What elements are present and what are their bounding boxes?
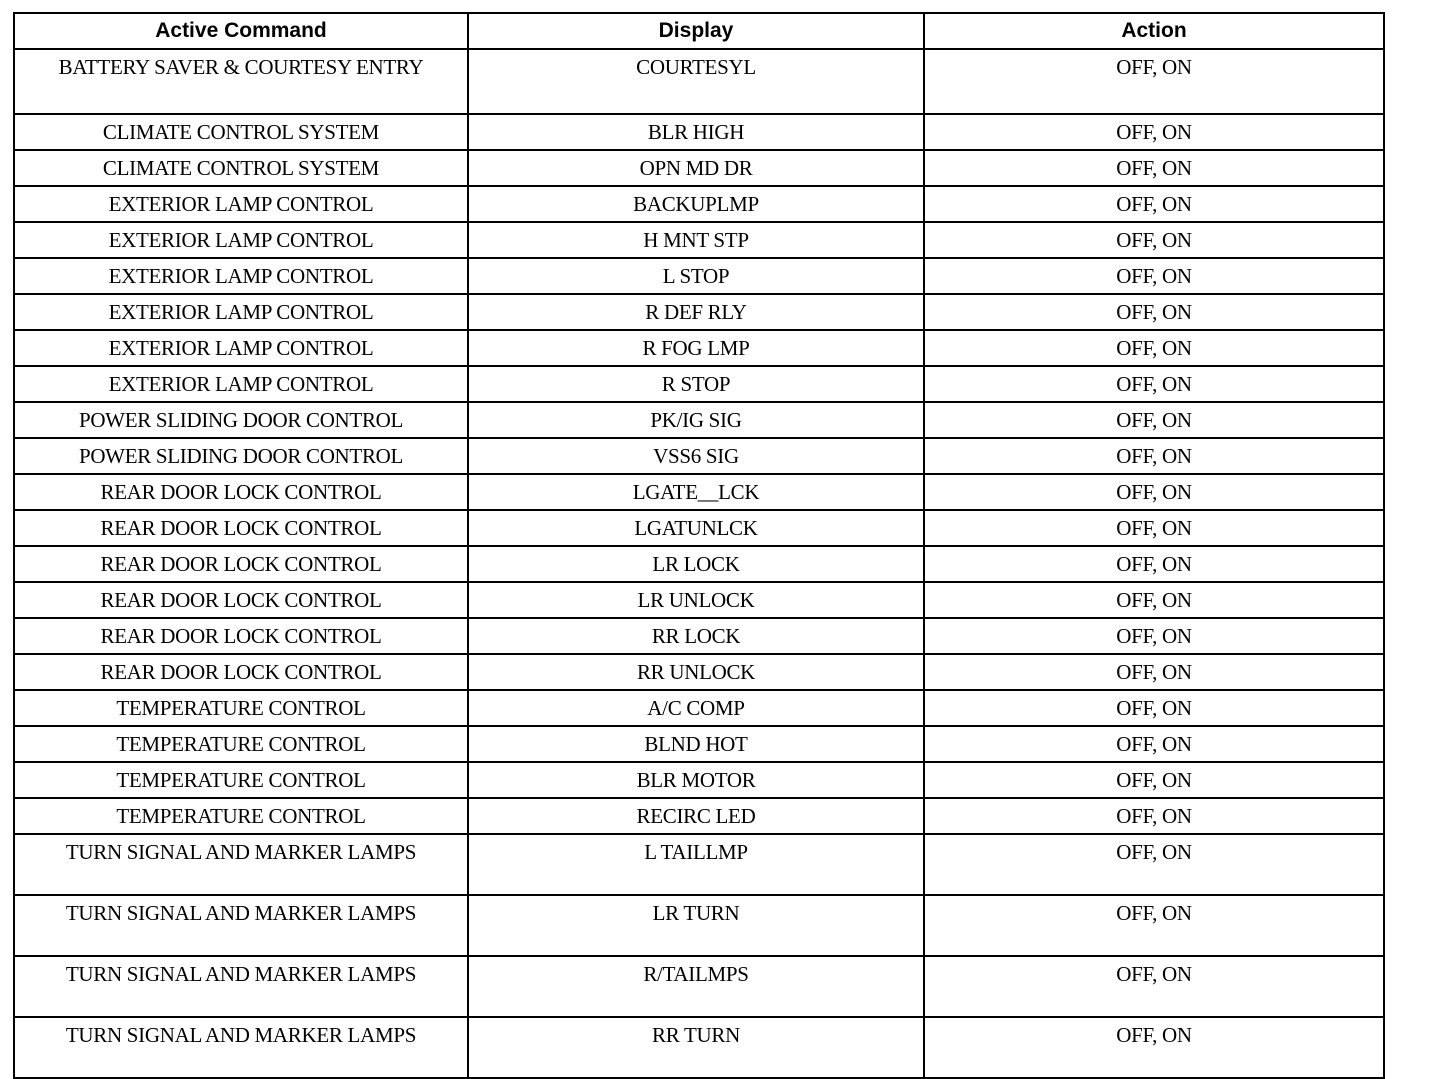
cell-command: REAR DOOR LOCK CONTROL [14,582,468,618]
cell-command: EXTERIOR LAMP CONTROL [14,366,468,402]
cell-display: BLND HOT [468,726,924,762]
cell-display: R/TAILMPS [468,956,924,1017]
cell-action: OFF, ON [924,654,1384,690]
cell-action: OFF, ON [924,690,1384,726]
table-row [14,222,1384,258]
cell-display: BLR MOTOR [468,762,924,798]
cell-action: OFF, ON [924,1017,1384,1078]
active-command-table [13,12,1385,1079]
table-row [14,726,1384,762]
cell-command: TURN SIGNAL AND MARKER LAMPS [14,895,468,956]
table-row [14,956,1384,1017]
table-row [14,366,1384,402]
cell-action: OFF, ON [924,294,1384,330]
table-row [14,474,1384,510]
cell-command: EXTERIOR LAMP CONTROL [14,222,468,258]
table-row [14,1017,1384,1078]
cell-display: R FOG LMP [468,330,924,366]
cell-action: OFF, ON [924,330,1384,366]
cell-command: TURN SIGNAL AND MARKER LAMPS [14,1017,468,1078]
cell-command: REAR DOOR LOCK CONTROL [14,474,468,510]
cell-command: REAR DOOR LOCK CONTROL [14,654,468,690]
cell-command: EXTERIOR LAMP CONTROL [14,258,468,294]
cell-action: OFF, ON [924,49,1384,114]
cell-command: TEMPERATURE CONTROL [14,690,468,726]
cell-display: L TAILLMP [468,834,924,895]
cell-action: OFF, ON [924,582,1384,618]
cell-command: EXTERIOR LAMP CONTROL [14,294,468,330]
cell-display: BLR HIGH [468,114,924,150]
cell-action: OFF, ON [924,402,1384,438]
cell-action: OFF, ON [924,150,1384,186]
cell-display: RR TURN [468,1017,924,1078]
table-header-row [14,13,1384,49]
cell-action: OFF, ON [924,222,1384,258]
table-row [14,114,1384,150]
cell-display: LR TURN [468,895,924,956]
cell-display: L STOP [468,258,924,294]
table-row [14,49,1384,114]
cell-display: R STOP [468,366,924,402]
cell-command: EXTERIOR LAMP CONTROL [14,186,468,222]
table-row [14,294,1384,330]
cell-display: LGATE__LCK [468,474,924,510]
cell-command: POWER SLIDING DOOR CONTROL [14,438,468,474]
table-row [14,510,1384,546]
table-row [14,895,1384,956]
header-active-command: Active Command [14,13,468,49]
cell-display: BACKUPLMP [468,186,924,222]
table-row [14,834,1384,895]
cell-display: LR UNLOCK [468,582,924,618]
cell-command: EXTERIOR LAMP CONTROL [14,330,468,366]
table-row [14,150,1384,186]
cell-command: CLIMATE CONTROL SYSTEM [14,114,468,150]
table-row [14,798,1384,834]
cell-display: LR LOCK [468,546,924,582]
cell-command: TEMPERATURE CONTROL [14,726,468,762]
cell-display: RR UNLOCK [468,654,924,690]
table-row [14,402,1384,438]
cell-display: RR LOCK [468,618,924,654]
cell-action: OFF, ON [924,834,1384,895]
cell-command: TURN SIGNAL AND MARKER LAMPS [14,956,468,1017]
cell-action: OFF, ON [924,366,1384,402]
cell-display: H MNT STP [468,222,924,258]
cell-display: COURTESYL [468,49,924,114]
cell-command: POWER SLIDING DOOR CONTROL [14,402,468,438]
cell-action: OFF, ON [924,726,1384,762]
header-display: Display [468,13,924,49]
cell-action: OFF, ON [924,546,1384,582]
cell-action: OFF, ON [924,956,1384,1017]
cell-command: BATTERY SAVER & COURTESY ENTRY [14,49,468,114]
table-row [14,690,1384,726]
cell-action: OFF, ON [924,895,1384,956]
cell-action: OFF, ON [924,474,1384,510]
cell-command: TEMPERATURE CONTROL [14,798,468,834]
cell-command: CLIMATE CONTROL SYSTEM [14,150,468,186]
cell-display: VSS6 SIG [468,438,924,474]
cell-command: REAR DOOR LOCK CONTROL [14,546,468,582]
cell-action: OFF, ON [924,438,1384,474]
cell-display: OPN MD DR [468,150,924,186]
cell-action: OFF, ON [924,186,1384,222]
table-row [14,582,1384,618]
table-row [14,654,1384,690]
cell-action: OFF, ON [924,762,1384,798]
header-action: Action [924,13,1384,49]
cell-action: OFF, ON [924,258,1384,294]
cell-display: RECIRC LED [468,798,924,834]
cell-command: REAR DOOR LOCK CONTROL [14,510,468,546]
cell-command: TURN SIGNAL AND MARKER LAMPS [14,834,468,895]
cell-display: PK/IG SIG [468,402,924,438]
table-row [14,258,1384,294]
table-row [14,186,1384,222]
table-row [14,330,1384,366]
cell-action: OFF, ON [924,510,1384,546]
cell-command: REAR DOOR LOCK CONTROL [14,618,468,654]
table-row [14,438,1384,474]
cell-action: OFF, ON [924,114,1384,150]
cell-action: OFF, ON [924,798,1384,834]
cell-command: TEMPERATURE CONTROL [14,762,468,798]
cell-display: LGATUNLCK [468,510,924,546]
table-row [14,618,1384,654]
cell-display: A/C COMP [468,690,924,726]
table-row [14,762,1384,798]
cell-action: OFF, ON [924,618,1384,654]
cell-display: R DEF RLY [468,294,924,330]
table-row [14,546,1384,582]
